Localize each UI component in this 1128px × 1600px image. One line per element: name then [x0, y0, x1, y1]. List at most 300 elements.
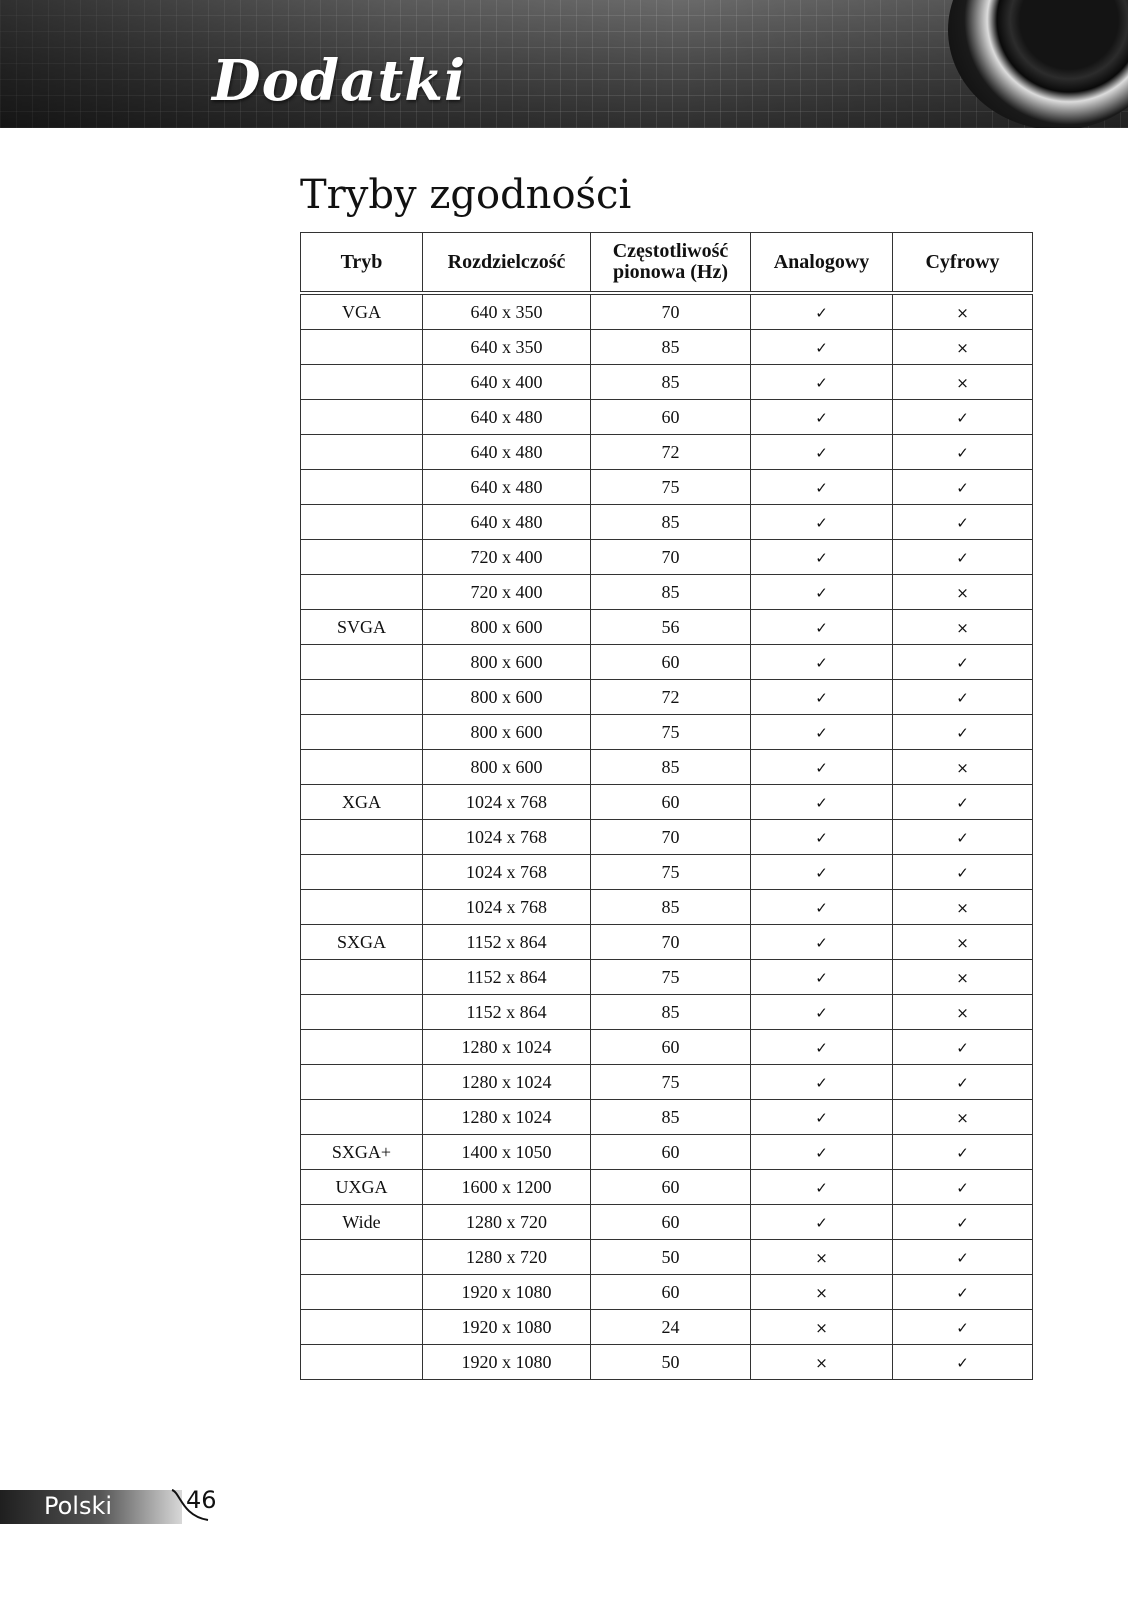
check-mark-icon: ✓ [956, 688, 969, 707]
cell-digital [893, 785, 1033, 820]
check-mark-icon: ✓ [956, 1353, 969, 1372]
cell-resolution [423, 1100, 591, 1135]
cell-frequency [591, 645, 751, 680]
cell-analog [751, 610, 893, 645]
check-mark-icon: ✓ [815, 758, 828, 777]
cell-mode [301, 890, 423, 925]
cell-resolution-text: 640 x 480 [470, 476, 543, 497]
cell-frequency [591, 1275, 751, 1310]
cell-resolution [423, 435, 591, 470]
table-body [301, 293, 1033, 1380]
cell-analog [751, 960, 893, 995]
cell-digital [893, 400, 1033, 435]
cell-resolution-text: 1280 x 1024 [461, 1106, 552, 1127]
cell-resolution-text: 640 x 350 [470, 336, 543, 357]
cell-digital [893, 470, 1033, 505]
cell-frequency-text: 75 [661, 1071, 680, 1092]
cell-resolution-text: 1024 x 768 [466, 826, 547, 847]
cell-frequency [591, 1205, 751, 1240]
header-digital: Cyfrowy [893, 233, 1033, 294]
cell-frequency-text: 60 [661, 1141, 680, 1162]
cell-resolution-text: 1152 x 864 [466, 931, 547, 952]
table-row [301, 645, 1033, 680]
cell-resolution-text: 720 x 400 [470, 581, 543, 602]
cross-mark-icon: × [956, 758, 969, 777]
check-mark-icon: ✓ [815, 1038, 828, 1057]
cell-resolution [423, 1030, 591, 1065]
cell-resolution-text: 640 x 480 [470, 441, 543, 462]
table-header-row [301, 233, 1033, 294]
cell-frequency [591, 293, 751, 330]
table-row [301, 1170, 1033, 1205]
check-mark-icon: ✓ [956, 513, 969, 532]
cell-resolution-text: 1024 x 768 [466, 896, 547, 917]
cell-resolution-text: 640 x 480 [470, 406, 543, 427]
table-row [301, 995, 1033, 1030]
cell-analog [751, 400, 893, 435]
cell-resolution-text: 1024 x 768 [466, 861, 547, 882]
cell-resolution [423, 470, 591, 505]
cell-resolution-text: 1400 x 1050 [461, 1141, 552, 1162]
table-row [301, 715, 1033, 750]
cell-resolution-text: 640 x 400 [470, 371, 543, 392]
check-mark-icon: ✓ [956, 1038, 969, 1057]
check-mark-icon: ✓ [956, 1143, 969, 1162]
cross-mark-icon: × [815, 1318, 828, 1337]
cell-frequency-text: 70 [661, 826, 680, 847]
cell-analog [751, 1345, 893, 1380]
table-row [301, 435, 1033, 470]
cross-mark-icon: × [815, 1283, 828, 1302]
compatibility-table [300, 232, 1033, 1380]
cell-resolution [423, 400, 591, 435]
cell-resolution [423, 960, 591, 995]
cell-frequency-text: 85 [661, 1001, 680, 1022]
cell-mode [301, 540, 423, 575]
cross-mark-icon: × [956, 1108, 969, 1127]
check-mark-icon: ✓ [815, 828, 828, 847]
table-row [301, 505, 1033, 540]
cell-frequency-text: 60 [661, 1036, 680, 1057]
check-mark-icon: ✓ [956, 408, 969, 427]
cell-resolution [423, 1310, 591, 1345]
cell-frequency-text: 85 [661, 336, 680, 357]
check-mark-icon: ✓ [956, 863, 969, 882]
cell-frequency [591, 1030, 751, 1065]
cell-mode-text: Wide [342, 1211, 381, 1232]
cell-digital [893, 1170, 1033, 1205]
cell-mode [301, 1345, 423, 1380]
cell-frequency [591, 1310, 751, 1345]
cell-digital [893, 1205, 1033, 1240]
cell-mode [301, 1135, 423, 1170]
cell-analog [751, 470, 893, 505]
check-mark-icon: ✓ [815, 303, 828, 322]
cell-mode [301, 785, 423, 820]
check-mark-icon: ✓ [815, 1108, 828, 1127]
cross-mark-icon: × [956, 303, 969, 322]
cell-frequency [591, 610, 751, 645]
cross-mark-icon: × [956, 338, 969, 357]
cell-frequency-text: 75 [661, 721, 680, 742]
cell-analog [751, 365, 893, 400]
cell-mode [301, 680, 423, 715]
cross-mark-icon: × [956, 618, 969, 637]
table-row [301, 1065, 1033, 1100]
cell-digital [893, 680, 1033, 715]
cell-resolution-text: 640 x 480 [470, 511, 543, 532]
cell-resolution-text: 1280 x 720 [466, 1246, 547, 1267]
check-mark-icon: ✓ [815, 968, 828, 987]
cell-frequency [591, 925, 751, 960]
cell-analog [751, 330, 893, 365]
cell-analog [751, 645, 893, 680]
cell-frequency [591, 890, 751, 925]
cell-frequency-text: 70 [661, 546, 680, 567]
cell-frequency-text: 60 [661, 651, 680, 672]
header-band [0, 0, 1128, 128]
cell-analog [751, 680, 893, 715]
cell-frequency-text: 75 [661, 476, 680, 497]
check-mark-icon: ✓ [815, 1073, 828, 1092]
cell-resolution-text: 800 x 600 [470, 616, 543, 637]
cell-frequency [591, 715, 751, 750]
cell-digital [893, 715, 1033, 750]
cell-frequency [591, 435, 751, 470]
cell-resolution [423, 1205, 591, 1240]
cell-resolution [423, 540, 591, 575]
cell-resolution-text: 1280 x 720 [466, 1211, 547, 1232]
check-mark-icon: ✓ [815, 1178, 828, 1197]
cell-resolution-text: 1024 x 768 [466, 791, 547, 812]
header-vfreq-line2: pionowa (Hz) [613, 261, 728, 283]
cell-resolution [423, 855, 591, 890]
cell-frequency [591, 750, 751, 785]
cell-mode [301, 820, 423, 855]
check-mark-icon: ✓ [956, 478, 969, 497]
cell-analog [751, 890, 893, 925]
cell-frequency [591, 960, 751, 995]
cell-mode [301, 365, 423, 400]
check-mark-icon: ✓ [815, 1003, 828, 1022]
cell-frequency [591, 785, 751, 820]
cell-analog [751, 715, 893, 750]
cross-mark-icon: × [815, 1353, 828, 1372]
table-row [301, 1100, 1033, 1135]
cell-resolution [423, 715, 591, 750]
cell-digital [893, 330, 1033, 365]
cell-resolution [423, 1240, 591, 1275]
cell-frequency-text: 70 [661, 301, 680, 322]
cell-analog [751, 925, 893, 960]
cell-frequency [591, 995, 751, 1030]
cell-digital [893, 610, 1033, 645]
cell-mode [301, 505, 423, 540]
cell-resolution-text: 1920 x 1080 [461, 1281, 552, 1302]
section-title: Tryby zgodności [300, 172, 632, 218]
table-row [301, 293, 1033, 330]
cell-analog [751, 575, 893, 610]
cell-frequency [591, 855, 751, 890]
cell-frequency [591, 575, 751, 610]
check-mark-icon: ✓ [956, 828, 969, 847]
cell-mode-text: SVGA [336, 616, 386, 637]
cell-digital [893, 1240, 1033, 1275]
cell-analog [751, 1275, 893, 1310]
cell-mode [301, 855, 423, 890]
check-mark-icon: ✓ [956, 443, 969, 462]
cell-frequency-text: 75 [661, 966, 680, 987]
cell-analog [751, 820, 893, 855]
table-row [301, 855, 1033, 890]
cell-frequency [591, 820, 751, 855]
cell-mode [301, 645, 423, 680]
check-mark-icon: ✓ [956, 1318, 969, 1337]
cell-frequency-text: 85 [661, 511, 680, 532]
cell-frequency [591, 1170, 751, 1205]
table-row [301, 785, 1033, 820]
check-mark-icon: ✓ [815, 408, 828, 427]
cell-frequency-text: 72 [661, 441, 680, 462]
check-mark-icon: ✓ [956, 653, 969, 672]
check-mark-icon: ✓ [815, 338, 828, 357]
cell-frequency-text: 85 [661, 371, 680, 392]
cell-resolution-text: 1600 x 1200 [461, 1176, 552, 1197]
cell-resolution [423, 680, 591, 715]
cell-digital [893, 925, 1033, 960]
table-row [301, 1030, 1033, 1065]
cell-analog [751, 293, 893, 330]
cell-frequency-text: 70 [661, 931, 680, 952]
cross-mark-icon: × [956, 583, 969, 602]
cell-frequency [591, 505, 751, 540]
cell-frequency-text: 85 [661, 581, 680, 602]
cell-digital [893, 1135, 1033, 1170]
table-row [301, 820, 1033, 855]
cell-analog [751, 1170, 893, 1205]
cell-analog [751, 1240, 893, 1275]
cell-mode-text: XGA [342, 791, 381, 812]
check-mark-icon: ✓ [815, 548, 828, 567]
cell-resolution-text: 640 x 350 [470, 301, 543, 322]
cell-digital [893, 435, 1033, 470]
cell-resolution [423, 365, 591, 400]
cell-analog [751, 750, 893, 785]
cell-resolution-text: 720 x 400 [470, 546, 543, 567]
cell-mode [301, 960, 423, 995]
cell-frequency [591, 365, 751, 400]
check-mark-icon: ✓ [815, 583, 828, 602]
cell-resolution-text: 1152 x 864 [466, 966, 547, 987]
cell-analog [751, 1100, 893, 1135]
cell-resolution [423, 1065, 591, 1100]
cell-frequency-text: 85 [661, 896, 680, 917]
cell-frequency-text: 60 [661, 406, 680, 427]
cell-resolution-text: 800 x 600 [470, 756, 543, 777]
cell-frequency-text: 85 [661, 1106, 680, 1127]
cell-mode [301, 1310, 423, 1345]
cell-frequency-text: 56 [661, 616, 680, 637]
cell-resolution-text: 1920 x 1080 [461, 1351, 552, 1372]
cell-mode [301, 1065, 423, 1100]
check-mark-icon: ✓ [815, 688, 828, 707]
cell-resolution [423, 505, 591, 540]
cell-resolution [423, 575, 591, 610]
cell-analog [751, 1310, 893, 1345]
header-vfreq-line1: Częstotliwość [612, 240, 729, 262]
cell-analog [751, 1030, 893, 1065]
cell-resolution [423, 1345, 591, 1380]
check-mark-icon: ✓ [815, 443, 828, 462]
cell-analog [751, 785, 893, 820]
cross-mark-icon: × [956, 1003, 969, 1022]
cell-frequency-text: 60 [661, 1281, 680, 1302]
cell-mode-text: UXGA [335, 1176, 388, 1197]
cell-resolution [423, 820, 591, 855]
cell-mode [301, 1170, 423, 1205]
cell-mode [301, 610, 423, 645]
cell-digital [893, 505, 1033, 540]
cell-digital [893, 645, 1033, 680]
cross-mark-icon: × [815, 1248, 828, 1267]
table-row [301, 890, 1033, 925]
cell-frequency [591, 1065, 751, 1100]
cell-mode [301, 330, 423, 365]
check-mark-icon: ✓ [815, 1143, 828, 1162]
table-row [301, 1240, 1033, 1275]
cell-resolution [423, 293, 591, 330]
check-mark-icon: ✓ [956, 548, 969, 567]
cell-frequency [591, 540, 751, 575]
cell-resolution-text: 1920 x 1080 [461, 1316, 552, 1337]
cell-mode [301, 575, 423, 610]
footer-language: Polski [44, 1492, 113, 1520]
cell-mode [301, 925, 423, 960]
check-mark-icon: ✓ [815, 478, 828, 497]
cell-mode [301, 750, 423, 785]
cell-digital [893, 820, 1033, 855]
cell-digital [893, 750, 1033, 785]
table-row [301, 470, 1033, 505]
cross-mark-icon: × [956, 968, 969, 987]
cell-resolution [423, 1135, 591, 1170]
cell-resolution-text: 1280 x 1024 [461, 1071, 552, 1092]
cell-frequency [591, 1240, 751, 1275]
check-mark-icon: ✓ [815, 898, 828, 917]
check-mark-icon: ✓ [815, 373, 828, 392]
check-mark-icon: ✓ [815, 653, 828, 672]
table-row [301, 540, 1033, 575]
cell-mode [301, 1030, 423, 1065]
cell-resolution [423, 610, 591, 645]
cell-frequency-text: 60 [661, 791, 680, 812]
cell-mode-text: SXGA [336, 931, 386, 952]
cell-mode [301, 1240, 423, 1275]
cell-mode [301, 715, 423, 750]
cell-frequency [591, 680, 751, 715]
table-row [301, 400, 1033, 435]
cell-frequency-text: 60 [661, 1176, 680, 1197]
cell-mode [301, 1100, 423, 1135]
cell-digital [893, 1275, 1033, 1310]
cell-resolution [423, 1275, 591, 1310]
cell-digital [893, 855, 1033, 890]
cell-resolution-text: 800 x 600 [470, 686, 543, 707]
cell-mode [301, 1275, 423, 1310]
cell-mode [301, 293, 423, 330]
header-analog: Analogowy [751, 233, 893, 294]
cell-frequency-text: 50 [661, 1246, 680, 1267]
header-resolution: Rozdzielczość [423, 233, 591, 294]
check-mark-icon: ✓ [956, 1073, 969, 1092]
cross-mark-icon: × [956, 898, 969, 917]
cell-resolution [423, 750, 591, 785]
cell-digital [893, 960, 1033, 995]
table-row [301, 610, 1033, 645]
header-mode: Tryb [301, 233, 423, 294]
check-mark-icon: ✓ [815, 1213, 828, 1232]
header-title: Dodatki [212, 48, 467, 114]
cross-mark-icon: × [956, 373, 969, 392]
check-mark-icon: ✓ [956, 1178, 969, 1197]
cell-digital [893, 1345, 1033, 1380]
table-row [301, 750, 1033, 785]
cell-digital [893, 1100, 1033, 1135]
check-mark-icon: ✓ [956, 1283, 969, 1302]
cell-analog [751, 1135, 893, 1170]
check-mark-icon: ✓ [815, 933, 828, 952]
table-row [301, 575, 1033, 610]
table-row [301, 1310, 1033, 1345]
table-row [301, 1135, 1033, 1170]
cell-mode-text: SXGA+ [331, 1141, 392, 1162]
cell-analog [751, 540, 893, 575]
cell-analog [751, 505, 893, 540]
cell-mode-text: VGA [342, 301, 381, 322]
cell-resolution [423, 890, 591, 925]
cell-mode [301, 1205, 423, 1240]
cell-mode [301, 470, 423, 505]
cell-digital [893, 1310, 1033, 1345]
check-mark-icon: ✓ [956, 1248, 969, 1267]
cell-resolution-text: 800 x 600 [470, 651, 543, 672]
check-mark-icon: ✓ [815, 513, 828, 532]
table-row [301, 1275, 1033, 1310]
cell-frequency [591, 1100, 751, 1135]
table-row [301, 1345, 1033, 1380]
cell-digital [893, 293, 1033, 330]
cross-mark-icon: × [956, 933, 969, 952]
cell-mode [301, 995, 423, 1030]
cell-frequency [591, 470, 751, 505]
check-mark-icon: ✓ [815, 793, 828, 812]
table-row [301, 365, 1033, 400]
table-row [301, 680, 1033, 715]
check-mark-icon: ✓ [956, 723, 969, 742]
cell-resolution [423, 925, 591, 960]
cell-analog [751, 1065, 893, 1100]
cell-mode [301, 435, 423, 470]
check-mark-icon: ✓ [815, 863, 828, 882]
cell-digital [893, 1065, 1033, 1100]
cell-frequency-text: 50 [661, 1351, 680, 1372]
cell-frequency-text: 75 [661, 861, 680, 882]
cell-resolution [423, 1170, 591, 1205]
cell-resolution-text: 1280 x 1024 [461, 1036, 552, 1057]
check-mark-icon: ✓ [956, 793, 969, 812]
cell-analog [751, 995, 893, 1030]
cell-digital [893, 890, 1033, 925]
